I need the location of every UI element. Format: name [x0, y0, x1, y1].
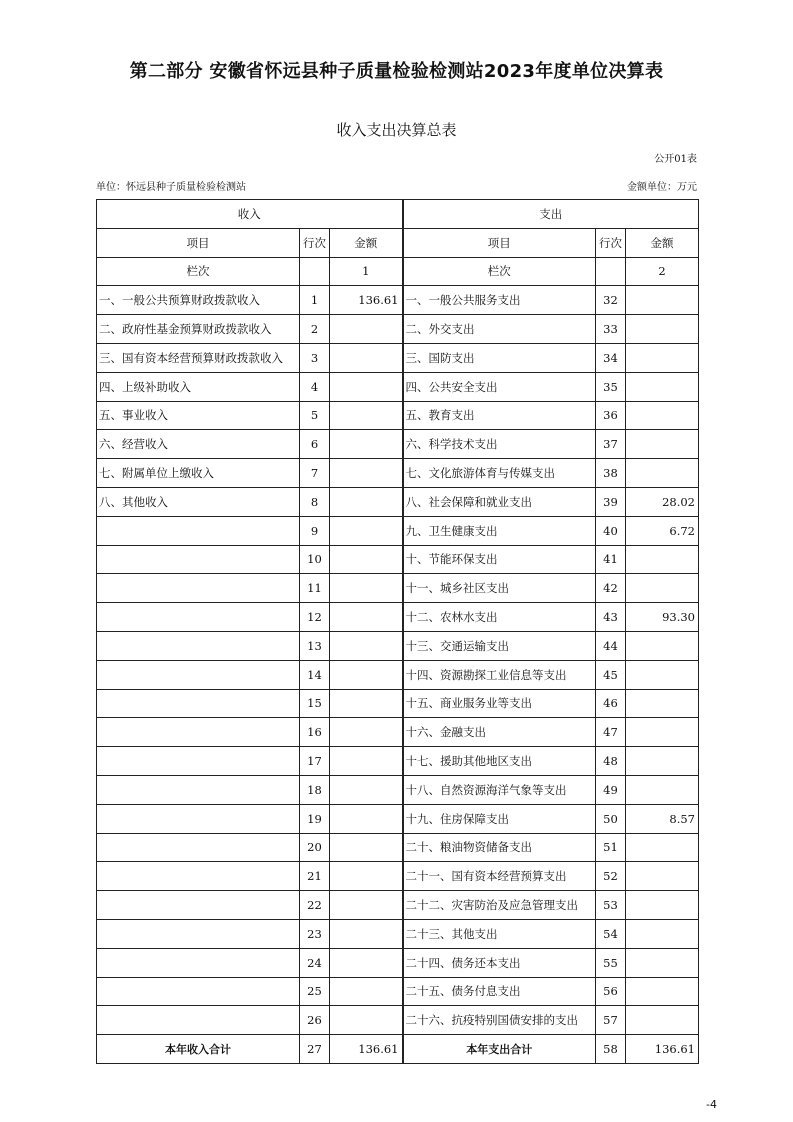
income-item-cell [97, 804, 300, 833]
expense-line-cell: 55 [596, 948, 626, 977]
expense-total-label: 本年支出合计 [403, 1035, 596, 1064]
expense-item-cell: 二十一、国有资本经营预算支出 [403, 862, 596, 891]
income-item-cell [97, 919, 300, 948]
income-expense-table [96, 199, 699, 1064]
expense-total-amount: 136.61 [626, 1035, 699, 1064]
income-amount-cell [330, 919, 403, 948]
income-amount-cell [330, 977, 403, 1006]
expense-item-cell: 四、公共安全支出 [403, 372, 596, 401]
income-amount-cell [330, 516, 403, 545]
income-amount-cell [330, 315, 403, 344]
income-line-cell: 9 [300, 516, 330, 545]
expense-item-cell: 二十四、债务还本支出 [403, 948, 596, 977]
expense-line-cell: 46 [596, 689, 626, 718]
expense-item-cell: 十三、交通运输支出 [403, 631, 596, 660]
income-amount-cell [330, 343, 403, 372]
table-row [97, 689, 699, 718]
expense-column-line-blank [596, 257, 626, 286]
income-line-cell: 16 [300, 718, 330, 747]
income-item-cell [97, 948, 300, 977]
income-line-cell: 25 [300, 977, 330, 1006]
expense-line-cell: 40 [596, 516, 626, 545]
expense-amount-cell [626, 660, 699, 689]
expense-amount-cell [626, 718, 699, 747]
income-amount-cell [330, 660, 403, 689]
expense-column-label: 栏次 [403, 257, 596, 286]
income-item-cell: 六、经营收入 [97, 430, 300, 459]
income-line-cell: 24 [300, 948, 330, 977]
expense-amount-cell [626, 833, 699, 862]
income-item-cell [97, 718, 300, 747]
income-item-cell [97, 862, 300, 891]
expense-item-cell: 十四、资源勘探工业信息等支出 [403, 660, 596, 689]
income-line-cell: 17 [300, 747, 330, 776]
income-line-cell: 14 [300, 660, 330, 689]
expense-amount-cell [626, 689, 699, 718]
income-item-cell [97, 574, 300, 603]
income-amount-cell [330, 862, 403, 891]
income-item-cell: 三、国有资本经营预算财政拨款收入 [97, 343, 300, 372]
expense-item-cell: 十七、援助其他地区支出 [403, 747, 596, 776]
income-line-cell: 13 [300, 631, 330, 660]
expense-item-cell: 二十六、抗疫特别国债安排的支出 [403, 1006, 596, 1035]
expense-item-cell: 二十三、其他支出 [403, 919, 596, 948]
expense-line-cell: 44 [596, 631, 626, 660]
expense-line-cell: 45 [596, 660, 626, 689]
table-row [97, 459, 699, 488]
expense-amount-cell [626, 286, 699, 315]
income-amount-cell [330, 545, 403, 574]
expense-item-cell: 二十二、灾害防治及应急管理支出 [403, 891, 596, 920]
expense-item-header: 项目 [403, 228, 596, 257]
totals-row [97, 1035, 699, 1064]
income-column-label: 栏次 [97, 257, 300, 286]
table-row [97, 804, 699, 833]
expense-line-cell: 35 [596, 372, 626, 401]
income-line-cell: 3 [300, 343, 330, 372]
expense-amount-cell [626, 862, 699, 891]
income-amount-cell [330, 689, 403, 718]
expense-item-cell: 十九、住房保障支出 [403, 804, 596, 833]
table-row [97, 516, 699, 545]
expense-line-cell: 37 [596, 430, 626, 459]
income-line-cell: 18 [300, 775, 330, 804]
expense-line-cell: 36 [596, 401, 626, 430]
income-amount-cell [330, 948, 403, 977]
expense-amount-cell [626, 775, 699, 804]
table-row [97, 430, 699, 459]
expense-line-cell: 49 [596, 775, 626, 804]
table-row [97, 401, 699, 430]
table-row [97, 1006, 699, 1035]
expense-item-cell: 八、社会保障和就业支出 [403, 487, 596, 516]
table-row [97, 948, 699, 977]
expense-line-cell: 39 [596, 487, 626, 516]
income-amount-cell [330, 804, 403, 833]
income-line-cell: 1 [300, 286, 330, 315]
income-item-cell [97, 977, 300, 1006]
table-row [97, 718, 699, 747]
header-row-sections [97, 200, 699, 229]
table-row [97, 919, 699, 948]
expense-amount-cell [626, 372, 699, 401]
income-line-cell: 5 [300, 401, 330, 430]
expense-line-cell: 34 [596, 343, 626, 372]
expense-line-cell: 33 [596, 315, 626, 344]
expense-line-cell: 47 [596, 718, 626, 747]
expense-item-cell: 十八、自然资源海洋气象等支出 [403, 775, 596, 804]
expense-amount-cell [626, 948, 699, 977]
table-row [97, 545, 699, 574]
expense-item-cell: 六、科学技术支出 [403, 430, 596, 459]
income-line-cell: 7 [300, 459, 330, 488]
income-item-cell [97, 689, 300, 718]
expense-item-cell: 九、卫生健康支出 [403, 516, 596, 545]
expense-amount-cell [626, 315, 699, 344]
income-amount-cell [330, 631, 403, 660]
expense-item-cell: 二、外交支出 [403, 315, 596, 344]
income-column-number: 1 [330, 257, 403, 286]
expense-amount-cell [626, 631, 699, 660]
income-item-cell [97, 603, 300, 632]
expense-item-cell: 十五、商业服务业等支出 [403, 689, 596, 718]
expense-line-cell: 52 [596, 862, 626, 891]
income-line-cell: 6 [300, 430, 330, 459]
expense-amount-cell [626, 919, 699, 948]
income-line-cell: 10 [300, 545, 330, 574]
expense-header: 支出 [403, 200, 699, 229]
income-line-cell: 2 [300, 315, 330, 344]
expense-amount-cell [626, 430, 699, 459]
income-amount-cell [330, 487, 403, 516]
income-line-cell: 19 [300, 804, 330, 833]
page-title: 第二部分 安徽省怀远县种子质量检验检测站2023年度单位决算表 [129, 61, 664, 82]
table-row [97, 343, 699, 372]
expense-amount-cell [626, 747, 699, 776]
table-row [97, 603, 699, 632]
income-item-cell [97, 631, 300, 660]
expense-item-cell: 五、教育支出 [403, 401, 596, 430]
income-item-cell [97, 660, 300, 689]
income-line-cell: 12 [300, 603, 330, 632]
expense-amount-cell [626, 545, 699, 574]
amount-unit-label: 金额单位：万元 [627, 182, 697, 193]
income-header: 收入 [97, 200, 403, 229]
expense-line-cell: 53 [596, 891, 626, 920]
income-amount-cell [330, 775, 403, 804]
income-item-cell: 一、一般公共预算财政拨款收入 [97, 286, 300, 315]
income-line-cell: 26 [300, 1006, 330, 1035]
expense-line-cell: 42 [596, 574, 626, 603]
income-amount-cell [330, 574, 403, 603]
table-row [97, 775, 699, 804]
expense-total-line: 58 [596, 1035, 626, 1064]
expense-line-cell: 43 [596, 603, 626, 632]
income-amount-cell [330, 372, 403, 401]
expense-line-cell: 54 [596, 919, 626, 948]
table-row [97, 487, 699, 516]
income-item-cell [97, 775, 300, 804]
expense-amount-cell [626, 574, 699, 603]
income-line-cell: 22 [300, 891, 330, 920]
income-amount-cell [330, 459, 403, 488]
income-item-cell: 七、附属单位上缴收入 [97, 459, 300, 488]
table-row [97, 574, 699, 603]
header-row-columns [97, 228, 699, 257]
table-row [97, 315, 699, 344]
expense-column-number: 2 [626, 257, 699, 286]
expense-amount-header: 金额 [626, 228, 699, 257]
expense-line-header: 行次 [596, 228, 626, 257]
income-item-cell [97, 516, 300, 545]
income-amount-cell [330, 833, 403, 862]
header-row-column-numbers [97, 257, 699, 286]
expense-line-cell: 51 [596, 833, 626, 862]
table-row [97, 660, 699, 689]
income-line-cell: 15 [300, 689, 330, 718]
table-row [97, 891, 699, 920]
expense-amount-cell: 93.30 [626, 603, 699, 632]
expense-amount-cell [626, 459, 699, 488]
expense-item-cell: 七、文化旅游体育与传媒支出 [403, 459, 596, 488]
expense-amount-cell [626, 401, 699, 430]
expense-line-cell: 48 [596, 747, 626, 776]
income-item-cell [97, 1006, 300, 1035]
income-amount-cell: 136.61 [330, 286, 403, 315]
income-amount-cell [330, 1006, 403, 1035]
income-total-amount: 136.61 [330, 1035, 403, 1064]
income-column-line-blank [300, 257, 330, 286]
expense-amount-cell [626, 1006, 699, 1035]
income-line-cell: 4 [300, 372, 330, 401]
expense-amount-cell [626, 891, 699, 920]
expense-line-cell: 41 [596, 545, 626, 574]
table-row [97, 833, 699, 862]
income-item-cell [97, 891, 300, 920]
expense-amount-cell: 6.72 [626, 516, 699, 545]
page-number: -4 [706, 1098, 717, 1111]
unit-label: 单位：怀远县种子质量检验检测站 [96, 182, 246, 193]
expense-amount-cell: 28.02 [626, 487, 699, 516]
form-code: 公开01表 [654, 154, 697, 165]
income-line-cell: 20 [300, 833, 330, 862]
table-subtitle: 收入支出决算总表 [336, 121, 457, 139]
expense-item-cell: 一、一般公共服务支出 [403, 286, 596, 315]
table-row [97, 747, 699, 776]
income-item-cell [97, 747, 300, 776]
expense-amount-cell [626, 977, 699, 1006]
expense-line-cell: 56 [596, 977, 626, 1006]
income-amount-cell [330, 603, 403, 632]
income-item-cell: 八、其他收入 [97, 487, 300, 516]
expense-item-cell: 十一、城乡社区支出 [403, 574, 596, 603]
table-row [97, 286, 699, 315]
expense-line-cell: 32 [596, 286, 626, 315]
expense-line-cell: 50 [596, 804, 626, 833]
table-row [97, 977, 699, 1006]
expense-item-cell: 十二、农林水支出 [403, 603, 596, 632]
income-line-cell: 8 [300, 487, 330, 516]
income-total-label: 本年收入合计 [97, 1035, 300, 1064]
income-item-cell [97, 545, 300, 574]
income-item-cell: 二、政府性基金预算财政拨款收入 [97, 315, 300, 344]
expense-line-cell: 38 [596, 459, 626, 488]
income-amount-header: 金额 [330, 228, 403, 257]
table-row [97, 372, 699, 401]
income-line-cell: 11 [300, 574, 330, 603]
income-amount-cell [330, 747, 403, 776]
expense-item-cell: 二十、粮油物资储备支出 [403, 833, 596, 862]
income-line-cell: 21 [300, 862, 330, 891]
expense-line-cell: 57 [596, 1006, 626, 1035]
income-item-cell: 四、上级补助收入 [97, 372, 300, 401]
expense-item-cell: 十六、金融支出 [403, 718, 596, 747]
income-line-header: 行次 [300, 228, 330, 257]
income-amount-cell [330, 401, 403, 430]
table-row [97, 631, 699, 660]
income-item-cell [97, 833, 300, 862]
income-item-cell: 五、事业收入 [97, 401, 300, 430]
expense-item-cell: 二十五、债务付息支出 [403, 977, 596, 1006]
income-amount-cell [330, 718, 403, 747]
income-amount-cell [330, 891, 403, 920]
income-total-line: 27 [300, 1035, 330, 1064]
income-line-cell: 23 [300, 919, 330, 948]
income-amount-cell [330, 430, 403, 459]
expense-item-cell: 三、国防支出 [403, 343, 596, 372]
expense-amount-cell [626, 343, 699, 372]
expense-item-cell: 十、节能环保支出 [403, 545, 596, 574]
table-row [97, 862, 699, 891]
income-item-header: 项目 [97, 228, 300, 257]
expense-amount-cell: 8.57 [626, 804, 699, 833]
